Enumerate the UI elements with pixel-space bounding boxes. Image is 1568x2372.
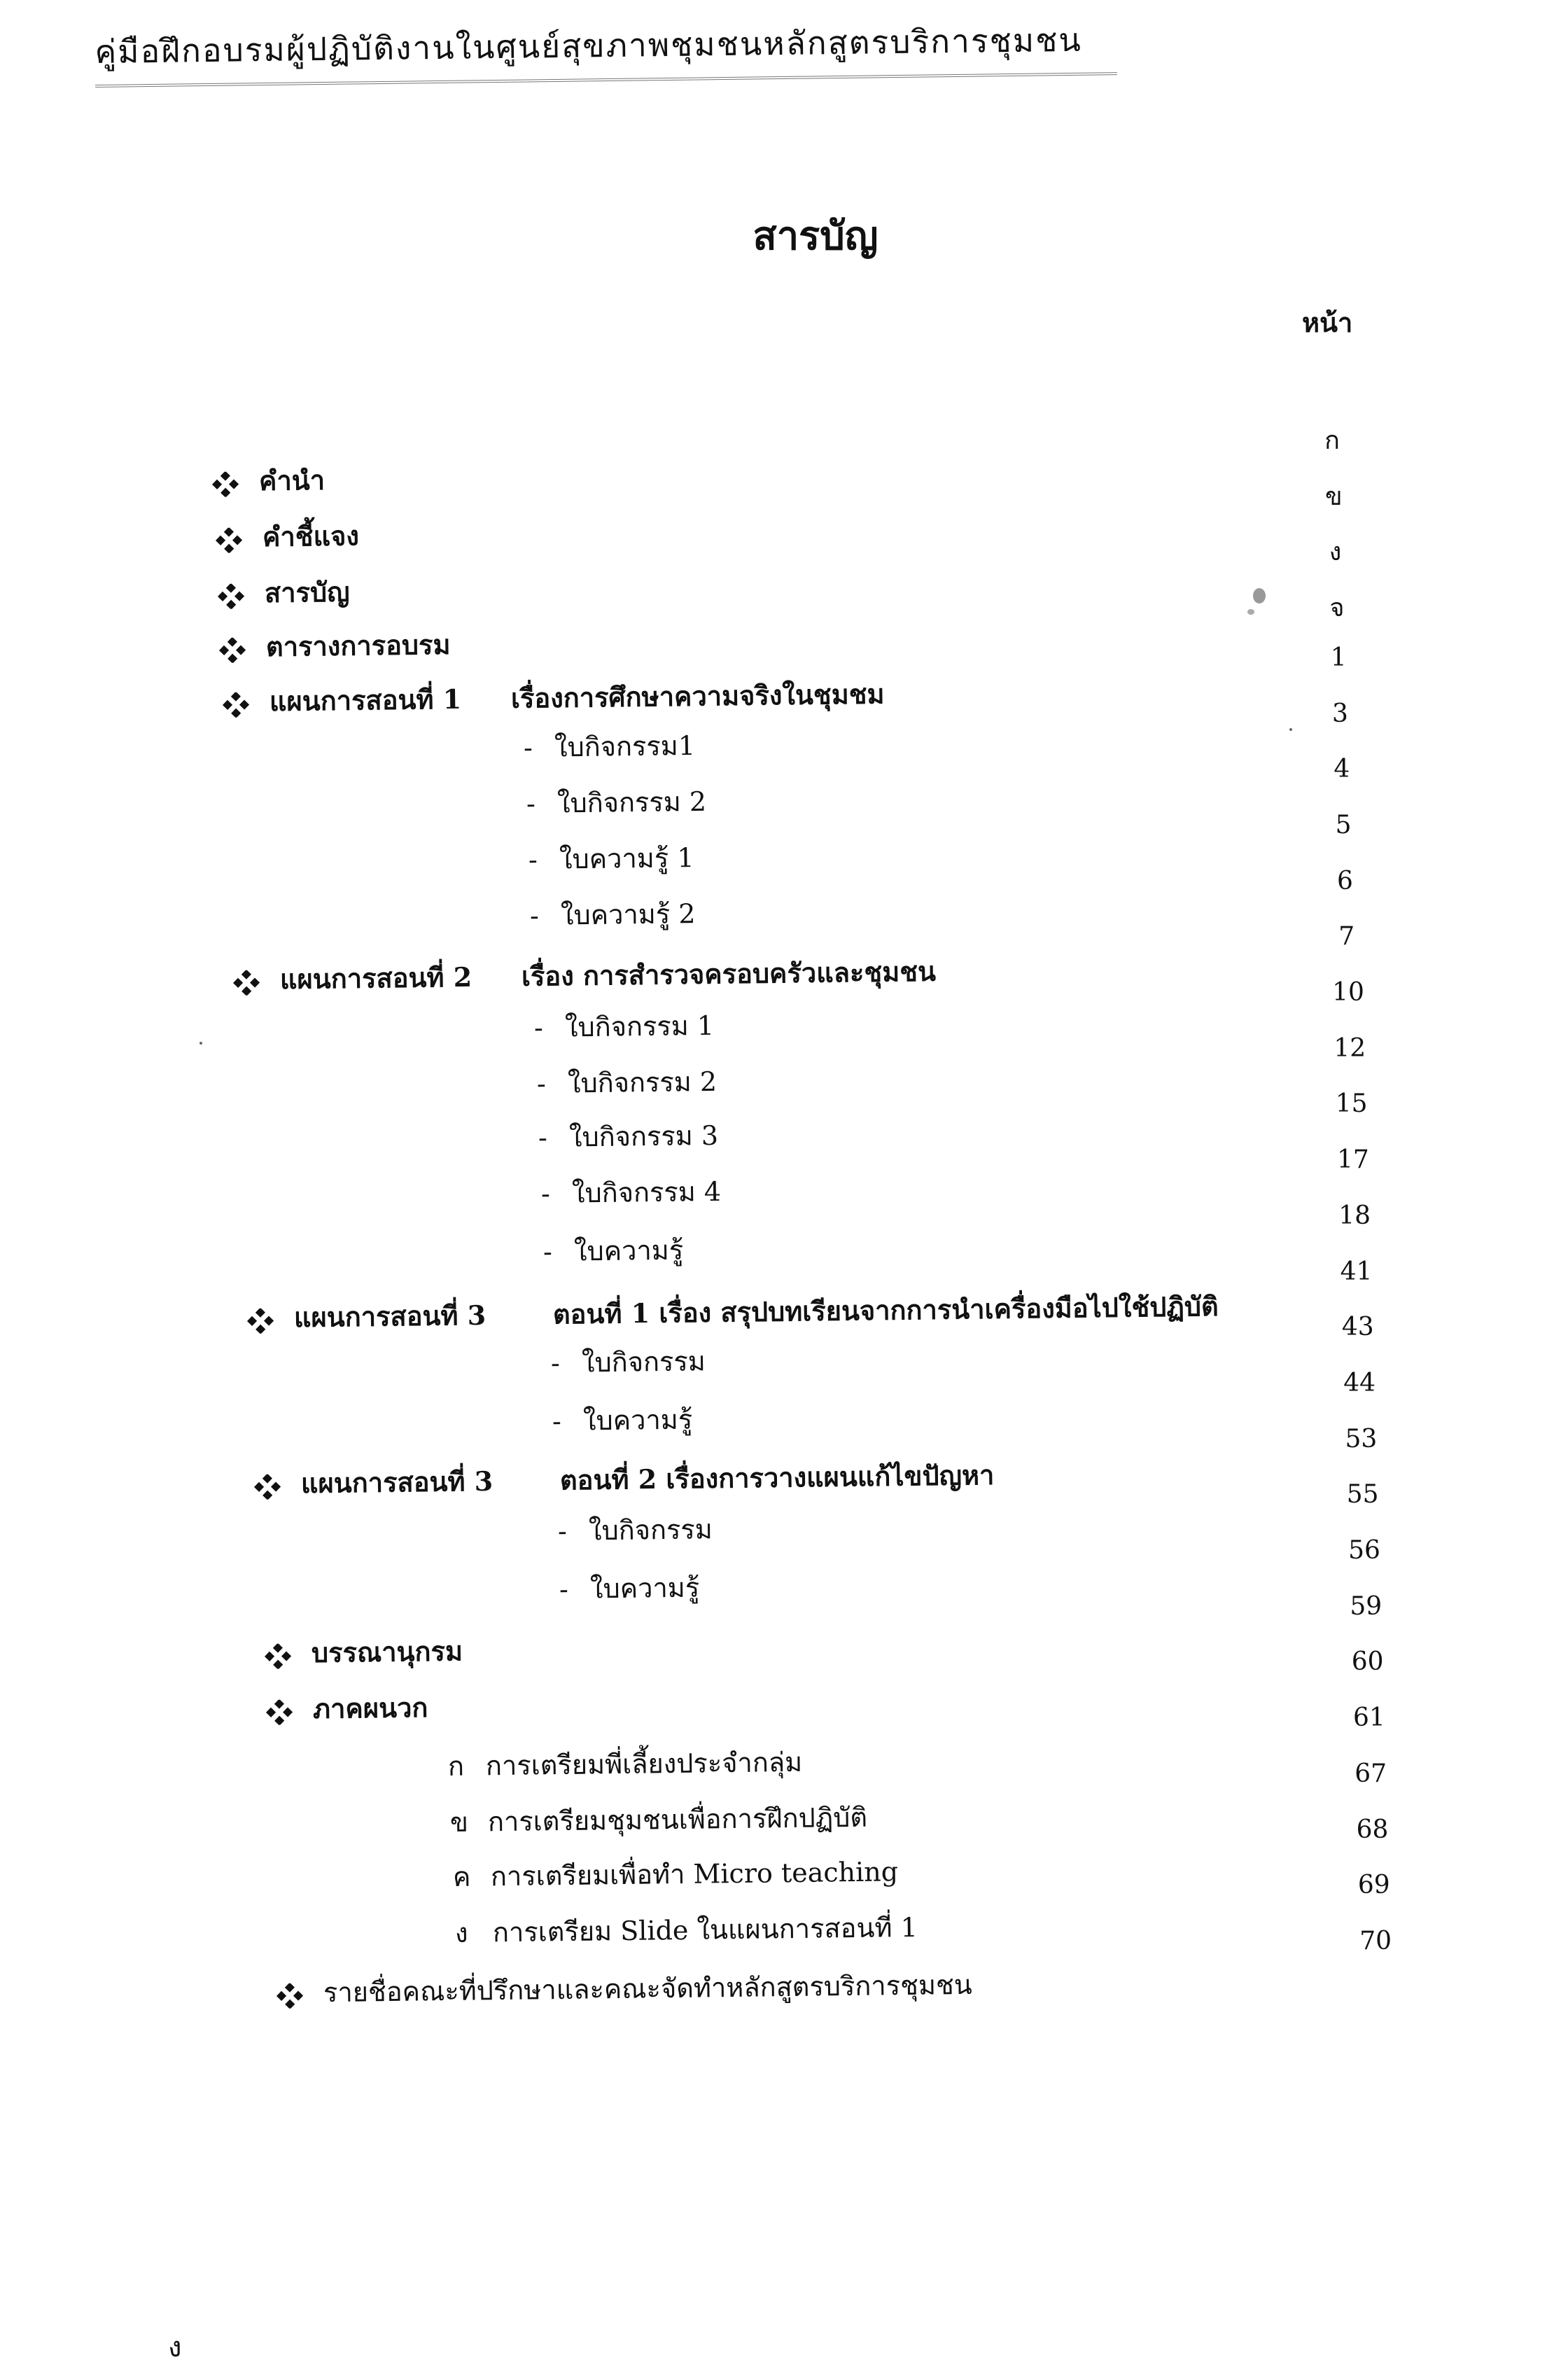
toc-entry-text: ใบความรู้ bbox=[573, 1234, 684, 1267]
toc-entry bbox=[551, 1339, 706, 1384]
page-number: 7 bbox=[1338, 922, 1355, 951]
toc-entry-text: การเตรียม Slide ในแผนการสอนที่ 1 bbox=[492, 1911, 918, 1948]
toc-entry-text: ใบกิจกรรม 4 bbox=[571, 1175, 722, 1209]
bullet-diamond-icon bbox=[216, 577, 247, 609]
toc-entry bbox=[524, 724, 696, 769]
page-number: 44 bbox=[1343, 1368, 1376, 1397]
toc-entry-text: ใบกิจกรรม 2 bbox=[556, 786, 707, 819]
toc-entry bbox=[538, 1114, 719, 1159]
toc-entry-text: ใบกิจกรรม 3 bbox=[568, 1119, 719, 1153]
toc-entry-text: ตารางการอบรม bbox=[265, 628, 451, 663]
bullet-diamond-icon bbox=[252, 1467, 284, 1500]
page-number: 5 bbox=[1335, 810, 1352, 839]
toc-entry bbox=[274, 1963, 972, 2014]
lesson-plan-label: แผนการสอนที่ 1 bbox=[269, 683, 462, 718]
page-number: 15 bbox=[1335, 1089, 1368, 1119]
page-column-label: หน้า bbox=[1302, 307, 1353, 338]
dash-marker: - bbox=[526, 788, 536, 819]
toc-entry bbox=[252, 1453, 995, 1505]
toc-entry bbox=[245, 1285, 1219, 1339]
toc-entry bbox=[559, 1566, 700, 1610]
page-number: 4 bbox=[1334, 755, 1350, 784]
toc-entry bbox=[530, 892, 696, 937]
running-header: คู่มือฝึกอบรมผู้ปฏิบัติงานในศูนย์สุขภาพชุมชนหลักสูตรบริการชุมชน bbox=[94, 14, 1117, 88]
dash-marker: - bbox=[528, 844, 538, 875]
page-number: จ bbox=[1329, 594, 1345, 623]
toc-entry-text: ใบความรู้ 2 bbox=[560, 898, 696, 931]
dash-marker: - bbox=[552, 1405, 562, 1437]
toc-entry-text: ใบกิจกรรม 2 bbox=[567, 1066, 718, 1099]
toc-entry bbox=[541, 1170, 722, 1215]
page-number: 61 bbox=[1352, 1703, 1385, 1733]
bullet-diamond-icon bbox=[245, 1302, 276, 1334]
toc-entry-text: คำนำ bbox=[258, 463, 326, 497]
toc-entry-text: ใบความรู้ bbox=[589, 1572, 700, 1605]
toc-entry bbox=[534, 1004, 715, 1049]
page-number: 6 bbox=[1336, 866, 1353, 895]
toc-entry-text: การเตรียมเพื่อทำ Micro teaching bbox=[490, 1856, 899, 1892]
toc-entry-text: การเตรียมพี่เลี้ยงประจำกลุ่ม bbox=[485, 1746, 803, 1782]
toc-entry-text: ใบกิจกรรม bbox=[588, 1514, 713, 1547]
page-number: 1 bbox=[1330, 643, 1347, 672]
toc-entry-text: ภาคผนวก bbox=[312, 1691, 428, 1725]
page-number: 69 bbox=[1357, 1871, 1390, 1900]
dash-marker: - bbox=[536, 1068, 547, 1099]
appendix-letter: ก bbox=[447, 1750, 465, 1782]
page-number: 18 bbox=[1338, 1201, 1371, 1230]
dash-marker: - bbox=[533, 1012, 544, 1043]
toc-entry-text: ใบความรู้ bbox=[582, 1404, 693, 1437]
toc-entry bbox=[552, 1398, 693, 1442]
page-number: 10 bbox=[1332, 978, 1364, 1007]
dash-marker: - bbox=[529, 900, 540, 931]
dash-marker: - bbox=[538, 1122, 548, 1153]
toc-entry bbox=[450, 1796, 868, 1843]
toc-entry-text: เรื่อง การสำรวจครอบครัวและชุมชน bbox=[521, 955, 937, 992]
dash-marker: - bbox=[559, 1573, 569, 1605]
lesson-plan-label: แผนการสอนที่ 2 bbox=[279, 961, 472, 996]
toc-entry-text: ตอนที่ 2 เรื่องการวางแผนแก้ไขปัญหา bbox=[559, 1459, 995, 1496]
dash-marker: - bbox=[557, 1515, 568, 1547]
toc-entry-text: ใบความรู้ 1 bbox=[559, 842, 694, 875]
toc-entry-text: บรรณานุกรม bbox=[311, 1635, 463, 1669]
appendix-letter: ค bbox=[452, 1861, 471, 1892]
page-number: 59 bbox=[1350, 1591, 1382, 1621]
toc-entry bbox=[526, 780, 707, 825]
toc-entry-text: ใบกิจกรรม bbox=[581, 1346, 706, 1379]
page-number: 12 bbox=[1334, 1033, 1366, 1063]
toc-entry-text: สารบัญ bbox=[264, 575, 350, 609]
dash-marker: - bbox=[550, 1347, 561, 1379]
page-number: 53 bbox=[1345, 1424, 1378, 1453]
lesson-plan-label: แผนการสอนที่ 3 bbox=[293, 1299, 486, 1334]
toc-entry bbox=[217, 623, 451, 669]
appendix-letter: ข bbox=[449, 1806, 469, 1838]
toc-entry bbox=[220, 672, 885, 723]
page-number: 41 bbox=[1340, 1257, 1373, 1286]
page-number: 55 bbox=[1346, 1480, 1379, 1509]
toc-entry bbox=[214, 514, 360, 559]
page-number: ง bbox=[1329, 538, 1342, 567]
toc-entry-text: ใบกิจกรรม 1 bbox=[564, 1010, 715, 1043]
dash-marker: - bbox=[542, 1236, 553, 1267]
page-title: สารบัญ bbox=[752, 213, 878, 259]
toc-entry-text: เรื่องการศึกษาความจริงในชุมชม bbox=[510, 678, 885, 714]
toc-entry-text: รายชื่อคณะที่ปรึกษาและคณะจัดทำหลักสูตรบริการชุมชน bbox=[323, 1969, 973, 2009]
toc-entry-text: ใบกิจกรรม1 bbox=[554, 730, 696, 763]
page-number: 67 bbox=[1354, 1759, 1387, 1788]
appendix-letter: ง bbox=[454, 1917, 468, 1948]
toc-entry bbox=[210, 459, 326, 503]
toc-entry bbox=[264, 1686, 428, 1731]
toc-entry bbox=[455, 1906, 918, 1954]
toc-entry bbox=[448, 1740, 803, 1787]
toc-entry bbox=[537, 1060, 718, 1105]
page-number: 3 bbox=[1332, 699, 1348, 728]
bullet-diamond-icon bbox=[262, 1637, 294, 1669]
toc-entry bbox=[543, 1229, 684, 1273]
page-number: 70 bbox=[1359, 1926, 1392, 1955]
page-number: 17 bbox=[1336, 1145, 1369, 1175]
toc-entry bbox=[528, 836, 694, 881]
toc-entry-text: การเตรียมชุมชนเพื่อการฝึกปฏิบัติ bbox=[487, 1801, 868, 1838]
bullet-diamond-icon bbox=[274, 1977, 306, 2009]
toc-entry bbox=[216, 571, 350, 615]
bullet-diamond-icon bbox=[217, 631, 248, 663]
page-number: 56 bbox=[1348, 1536, 1380, 1565]
page-number: 60 bbox=[1351, 1647, 1384, 1677]
page-number: 43 bbox=[1341, 1313, 1374, 1342]
toc-entry bbox=[231, 950, 937, 1001]
page-number: ก bbox=[1324, 426, 1340, 455]
toc-entry bbox=[453, 1850, 899, 1898]
dash-marker: - bbox=[523, 732, 533, 763]
page-number: ข bbox=[1324, 482, 1343, 511]
bullet-diamond-icon bbox=[231, 963, 262, 996]
toc-entry-text: คำชี้แจง bbox=[262, 519, 360, 553]
bullet-diamond-icon bbox=[220, 685, 252, 718]
toc-entry bbox=[262, 1630, 463, 1675]
page-number: 68 bbox=[1356, 1815, 1389, 1844]
toc-entry bbox=[558, 1507, 713, 1552]
bullet-diamond-icon bbox=[214, 521, 245, 553]
bullet-diamond-icon bbox=[264, 1693, 295, 1725]
toc-entry-text: ตอนที่ 1 เรื่อง สรุปบทเรียนจากการนำเครื่องมือไปใช้ปฏิบัติ bbox=[552, 1290, 1219, 1330]
bullet-diamond-icon bbox=[210, 465, 241, 497]
folio-mark: ง bbox=[168, 2331, 182, 2364]
dash-marker: - bbox=[540, 1178, 551, 1209]
lesson-plan-label: แผนการสอนที่ 3 bbox=[300, 1465, 493, 1500]
